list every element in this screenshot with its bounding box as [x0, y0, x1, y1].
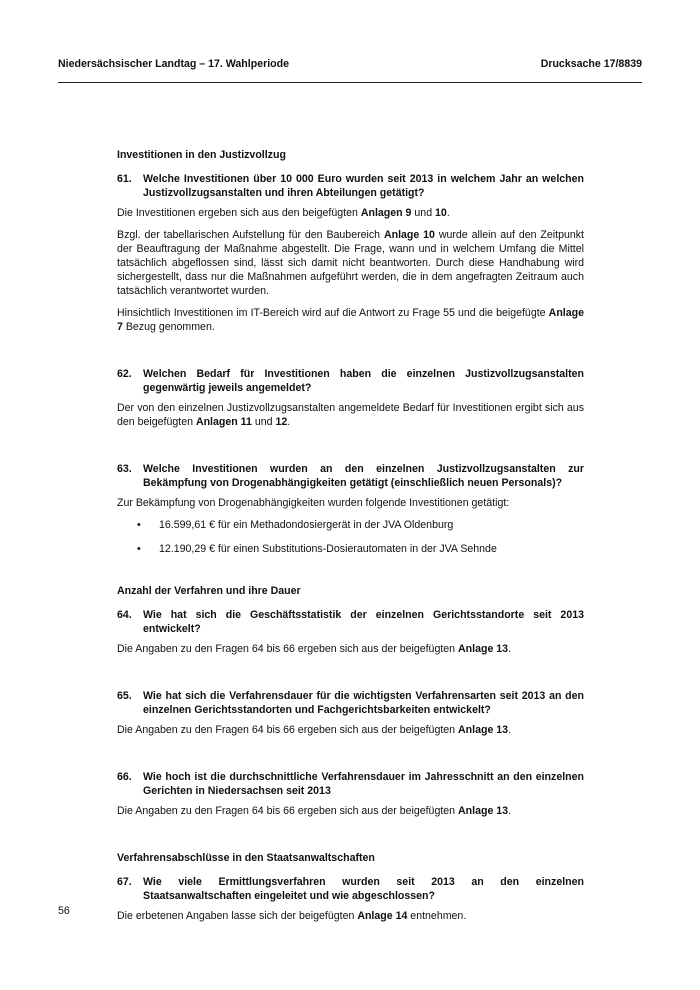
answer-63: Zur Bekämpfung von Drogenabhängigkeiten wurden folgende Investitionen getätigt:: [117, 497, 510, 509]
spacer: [117, 745, 584, 770]
page-header: [58, 57, 642, 71]
answer-66: Die Angaben zu den Fragen 64 bis 66 ergeben sich aus der beigefügten Anlage 13.: [117, 805, 512, 817]
header-document-number: Drucksache 17/8839: [540, 58, 642, 70]
question-65: [117, 689, 584, 717]
bullet-icon: •: [137, 543, 141, 555]
question-text: Welche Investitionen über 10 000 Euro wurden seit 2013 in welchem Jahr an welchen Justizvollzugsanstalten und ihren Abteilungen getätigt?: [143, 173, 584, 199]
section-title-staatsanwaltschaften: Verfahrensabschlüsse in den Staatsanwaltschaften: [117, 852, 375, 864]
list-item-text: 16.599,61 € für ein Methadondosiergerät in der JVA Oldenburg: [159, 519, 454, 531]
spacer: [117, 342, 584, 367]
header-parliament: Niedersächsischer Landtag – 17. Wahlperiode: [58, 58, 289, 70]
spacer: [117, 826, 584, 851]
section-title-verfahren: Anzahl der Verfahren und ihre Dauer: [117, 585, 301, 597]
answer-65: Die Angaben zu den Fragen 64 bis 66 ergeben sich aus der beigefügten Anlage 13.: [117, 724, 512, 736]
question-text: Wie viele Ermittlungsverfahren wurden seit 2013 an den einzelnen Staatsanwaltschaften eingeleitet und wie abgeschlossen?: [143, 876, 584, 902]
document-body: [117, 148, 584, 931]
list-item-text: 12.190,29 € für einen Substitutions-Dosierautomaten in der JVA Sehnde: [159, 543, 497, 555]
question-text: Wie hat sich die Geschäftsstatistik der einzelnen Gerichtsstandorte seit 2013 entwickelt?: [143, 609, 584, 635]
header-rule: [58, 82, 642, 83]
spacer: [117, 664, 584, 689]
list-item: [117, 518, 584, 532]
question-67: [117, 875, 584, 903]
list-item: [117, 542, 584, 556]
question-text: Wie hat sich die Verfahrensdauer für die wichtigsten Verfahrensarten seit 2013 an den einzelnen Gerichtsstandorten und Fachgerichtsbarkeiten entwickelt?: [143, 690, 584, 716]
bullet-icon: •: [137, 519, 141, 531]
question-64: [117, 608, 584, 636]
question-text: Wie hoch ist die durchschnittliche Verfahrensdauer im Jahresschnitt an den einzelnen Gerichten in Niedersachsen seit 2013: [143, 771, 584, 797]
question-number: 65.: [117, 690, 132, 702]
answer-64: Die Angaben zu den Fragen 64 bis 66 ergeben sich aus der beigefügten Anlage 13.: [117, 643, 512, 655]
question-text: Welche Investitionen wurden an den einzelnen Justizvollzugsanstalten zur Bekämpfung von Drogenabhängigkeiten getätigt (einschließlich neuen Personals)?: [143, 463, 584, 489]
question-number: 61.: [117, 173, 132, 185]
answer-61-paragraph-3: Hinsichtlich Investitionen im IT-Bereich wird auf die Antwort zu Frage 55 und die beigefügte Anlage 7 Bezug genommen.: [117, 307, 584, 333]
spacer: [117, 566, 584, 584]
question-61: [117, 172, 584, 200]
question-number: 66.: [117, 771, 132, 783]
question-number: 67.: [117, 876, 132, 888]
answer-61-paragraph-2: Bzgl. der tabellarischen Aufstellung für den Baubereich Anlage 10 wurde allein auf den Zeitpunkt der Beauftragung der Maßnahme abgestellt. Die Frage, wann und in welchem Umfang die Mittel tatsächlich abgeflossen sind, lässt sich damit nicht beantworten. Durch diese Handhabung wird sichergestellt, dass nur die Maßnahmen aufgeführt werden, die in dem angefragten Zeitraum auch tatsächlich verantwortet wurden.: [117, 229, 584, 297]
question-text: Welchen Bedarf für Investitionen haben die einzelnen Justizvollzugsanstalten gegenwärtig jeweils angemeldet?: [143, 368, 584, 394]
question-number: 64.: [117, 609, 132, 621]
section-title-justizvollzug: Investitionen in den Justizvollzug: [117, 149, 286, 161]
investment-list: [117, 518, 584, 556]
question-number: 62.: [117, 368, 132, 380]
answer-62: Der von den einzelnen Justizvollzugsanstalten angemeldete Bedarf für Investitionen ergibt sich aus den beigefügten Anlagen 11 und 12.: [117, 402, 584, 428]
question-63: [117, 462, 584, 490]
question-62: [117, 367, 584, 395]
spacer: [117, 437, 584, 462]
answer-61-paragraph-1: Die Investitionen ergeben sich aus den beigefügten Anlagen 9 und 10.: [117, 207, 450, 219]
page-number: 56: [58, 905, 70, 917]
question-66: [117, 770, 584, 798]
question-number: 63.: [117, 463, 132, 475]
answer-67: Die erbetenen Angaben lasse sich der beigefügten Anlage 14 entnehmen.: [117, 910, 467, 922]
